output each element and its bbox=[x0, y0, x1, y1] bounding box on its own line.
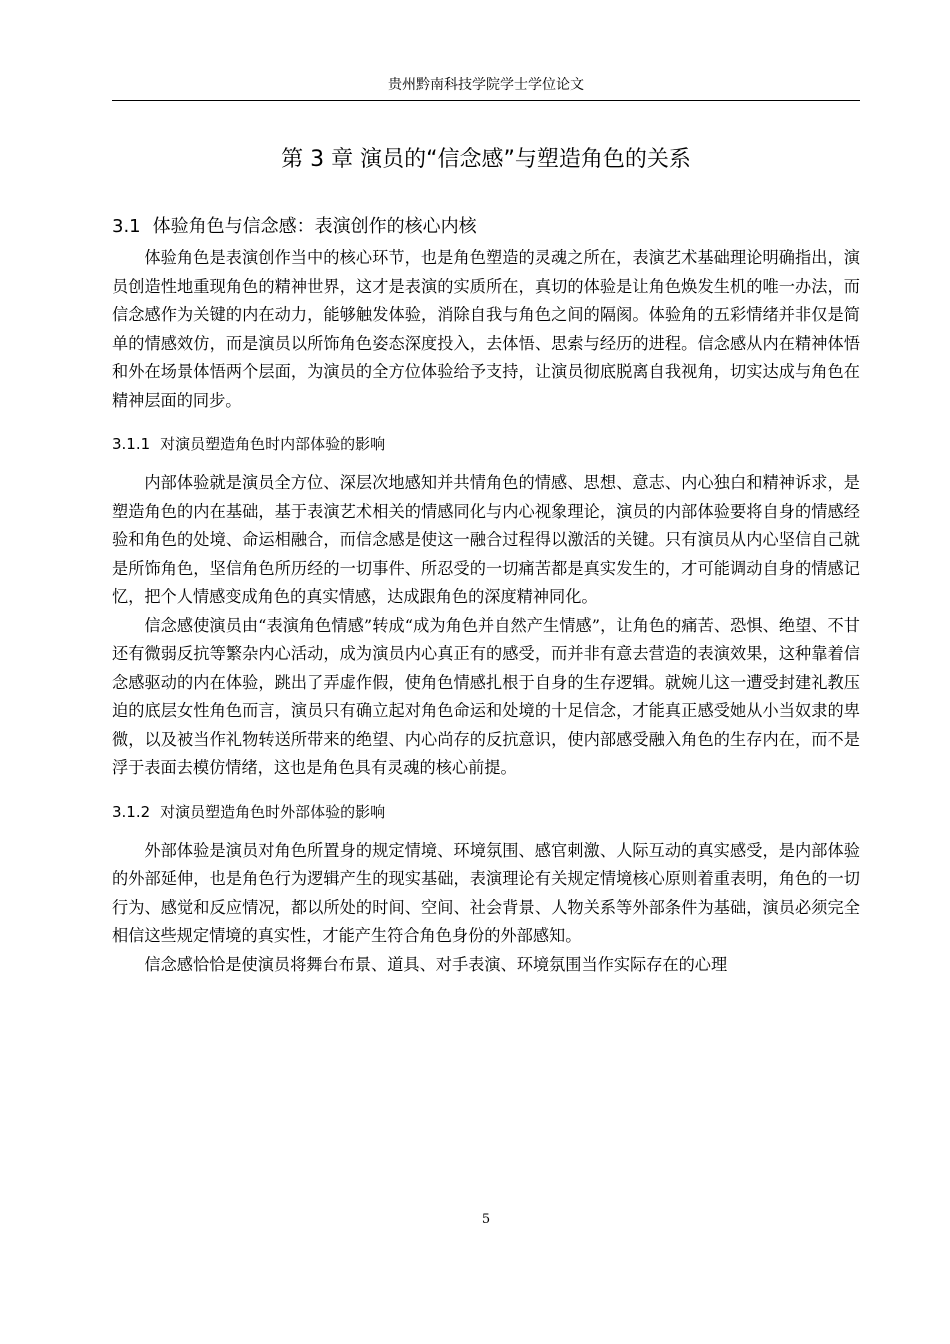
paragraph: 信念感恰恰是使演员将舞台布景、道具、对手表演、环境氛围当作实际存在的心理 bbox=[144, 954, 728, 974]
section-title: 体验角色与信念感：表演创作的核心内核 bbox=[152, 216, 477, 237]
subsection-number: 3.1.2 bbox=[112, 802, 151, 821]
page-number: 5 bbox=[481, 1212, 491, 1227]
paragraph: 内部体验就是演员全方位、深层次地感知并共情角色的情感、思想、意志、内心独白和精神诉求，是塑造角色的内在基础，基于表演艺术相关的情感同化与内心视象理论，演员的内部体验要将自身的情感经验和角色的处境、命运相融合，而信念感是使这一融合过程得以激活的关键。只有演员从内心坚信自己就是所饰角色，坚信角色所历经的一切事件、所忍受的一切痛苦都是真实发生的，才可能调动自身的情感记忆，把个人情感变成角色的真实情感，达成跟角色的深度精神同化。 bbox=[112, 473, 860, 606]
paragraph: 信念感使演员由“表演角色情感”转成“成为角色并自然产生情感”，让角色的痛苦、恐惧、绝望、不甘还有微弱反抗等繁杂内心活动，成为演员内心真正有的感受，而并非有意去营造的表演效果，这种靠着信念感驱动的内在体验，跳出了弄虚作假，使角色情感扎根于自身的生存逻辑。就婉儿这一遭受封建礼教压迫的底层女性角色而言，演员只有确立起对角色命运和处境的十足信念，才能真正感受她从小当奴隶的卑微，以及被当作礼物转送所带来的绝望、内心尚存的反抗意识，使内部感受融入角色的生存内在，而不是浮于表面去模仿情绪，这也是角色具有灵魂的核心前提。 bbox=[112, 615, 860, 777]
page-body bbox=[112, 210, 860, 979]
subsection-title: 对演员塑造角色时外部体验的影响 bbox=[160, 802, 386, 821]
section-number: 3.1 bbox=[112, 216, 141, 237]
section-heading-3-1 bbox=[112, 210, 860, 244]
subsection-number: 3.1.1 bbox=[112, 435, 151, 453]
header-divider bbox=[112, 100, 860, 101]
subsection-heading-3-1-1 bbox=[112, 433, 860, 455]
subsection-heading-3-1-2 bbox=[112, 801, 860, 823]
paragraph: 体验角色是表演创作当中的核心环节，也是角色塑造的灵魂之所在，表演艺术基础理论明确指出，演员创造性地重现角色的精神世界，这才是表演的实质所在，真切的体验是让角色焕发生机的唯一办法，而信念感作为关键的内在动力，能够触发体验，消除自我与角色之间的隔阂。体验角的五彩情绪并非仅是简单的情感效仿，而是演员以所饰角色姿态深度投入，去体悟、思索与经历的进程。信念感从内在精神体悟和外在场景体悟两个层面，为演员的全方位体验给予支持，让演员彻底脱离自我视角，切实达成与角色在精神层面的同步。 bbox=[112, 248, 860, 410]
chapter-title: 第 3 章 演员的“信念感”与塑造角色的关系 bbox=[281, 147, 691, 172]
paragraph: 外部体验是演员对角色所置身的规定情境、环境氛围、感官刺激、人际互动的真实感受，是内部体验的外部延伸，也是角色行为逻辑产生的现实基础，表演理论有关规定情境核心原则着重表明，角色的一切行为、感觉和反应情况，都以所处的时间、空间、社会背景、人物关系等外部条件为基础，演员必须完全相信这些规定情境的真实性，才能产生符合角色身份的外部感知。 bbox=[112, 840, 860, 945]
subsection-title: 对演员塑造角色时内部体验的影响 bbox=[160, 435, 386, 453]
running-header: 贵州黔南科技学院学士学位论文 bbox=[388, 77, 584, 93]
